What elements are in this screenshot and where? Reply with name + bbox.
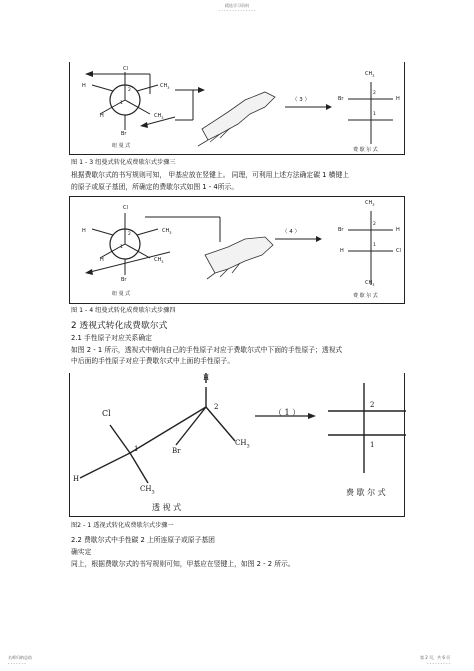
header-title: 精选学习资料: [225, 3, 249, 8]
newman-left-h: H: [82, 83, 86, 89]
persp-top-h: H: [203, 374, 210, 382]
para1-line1: 根据费歇尔式的书写规则可知， 甲基应放在竖键上。 同理，可利用上述方法确定碳 1 横键上: [71, 171, 350, 179]
newman-left-lower-h: H: [100, 113, 104, 119]
fischer2-num-2: 2: [373, 222, 376, 227]
persp-left-h: H: [73, 475, 80, 483]
fischer2-num-1: 1: [373, 243, 376, 248]
section-2-2-line1: 2.2 费歇尔式中手性碳 2 上所连原子或原子基团: [71, 536, 215, 544]
fischer2-top-ch3: $CH_3$: [365, 200, 375, 207]
fischer-top-ch3: $CH_3$: [365, 71, 375, 78]
fischer3-label: 费 歇 尔 式: [346, 488, 386, 497]
persp-cl: Cl: [102, 409, 111, 418]
header-dashes: - - - - - - - - - - - - - -: [218, 8, 256, 13]
page-header: [0, 3, 474, 13]
newman2-num-2: 2: [128, 232, 131, 237]
footer-page-number: 第 2 页，共 6 页: [420, 655, 451, 660]
step-1: （ 1 ）: [274, 408, 301, 417]
para1-line2: 的原子或原子基团，所确定的费歇尔式如图 1 - 4所示。: [71, 183, 239, 191]
fischer3-num-2: 2: [370, 401, 375, 409]
fischer-num-2: 2: [373, 91, 376, 96]
footer-right-dash: - - - - - - - - -: [427, 661, 451, 666]
newman2-bottom-br: Br: [121, 277, 127, 283]
figure-1-3: [69, 62, 405, 155]
persp-num-2: 2: [214, 403, 219, 411]
fischer-num-1: 1: [373, 112, 376, 117]
step-4: （ 4 ）: [282, 229, 300, 235]
persp-label: 透 视 式: [152, 503, 182, 512]
caption-1-3: 图 1 - 3 纽曼式转化成费歇尔式步骤三: [71, 159, 176, 166]
figure-1-4: [69, 196, 405, 304]
fischer3-num-1: 1: [370, 441, 375, 449]
fischer2-right-bottom-cl: Cl: [396, 248, 401, 254]
newman2-left-lower-h: H: [100, 257, 104, 263]
newman2-num-1: 1: [120, 245, 123, 250]
persp-br: Br: [172, 447, 181, 455]
caption-1-4: 图 1 - 4 纽曼式转化成费歇尔式步骤四: [71, 307, 176, 314]
persp-num-1: 1: [134, 445, 139, 453]
section-2-2-line3: 同上，根据费歇尔式的书写规则可知，甲基应在竖键上，如图 2 - 2 所示。: [71, 560, 295, 568]
fischer2-bottom-ch3: $CH_3$: [365, 280, 375, 287]
fischer2-left-top-br: Br: [338, 227, 344, 233]
section-2-2-line2: 确实定: [71, 548, 92, 556]
fischer-right-h: H: [396, 96, 400, 102]
fischer-left-br: Br: [338, 96, 344, 102]
fischer-label: 费 歇 尔 式: [353, 147, 378, 153]
section-2-1-title: 2.1 手性原子对应关系确定: [71, 334, 152, 342]
persp-ch3-bottom: $CH_3$: [140, 485, 155, 496]
step-3: （ 3 ）: [292, 97, 310, 103]
newman-label: 纽 曼 式: [112, 143, 131, 149]
newman-bottom-br: Br: [121, 131, 127, 137]
newman2-left-h: H: [82, 228, 86, 234]
section-2-para-line2: 中后面的手性原子对应于费歇尔式中上面的手性原子。: [71, 357, 235, 365]
newman-right-ch3: $CH_3$: [160, 83, 170, 90]
footer-left-dash: - - - - - - -: [8, 661, 26, 666]
section-2-title: 2 透视式转化成费歇尔式: [71, 321, 168, 331]
footer-left: [8, 655, 32, 666]
fischer2-label: 费 歇 尔 式: [353, 293, 378, 299]
fischer2-left-bottom-h: H: [340, 248, 344, 254]
footer-right: [420, 655, 450, 666]
newman2-label: 纽 曼 式: [112, 291, 131, 297]
footer-left-title: 名师归纳总结: [8, 655, 32, 660]
newman-top-cl: Cl: [123, 66, 128, 72]
caption-2-1: 图2 - 1 透视式转化成费歇尔式步骤一: [71, 522, 174, 529]
persp-ch3-right: $CH_3$: [235, 439, 250, 450]
newman2-right-ch3: $CH_3$: [162, 228, 172, 235]
newman-num-2: 2: [128, 88, 131, 93]
figure-2-1: [69, 373, 405, 517]
fischer2-right-top-h: H: [396, 227, 400, 233]
newman2-right-lower-ch3: $CH_3$: [154, 257, 164, 264]
newman2-top-cl: Cl: [123, 205, 128, 211]
newman-right-lower-ch3: $CH_3$: [154, 113, 164, 120]
newman-num-1: 1: [120, 101, 123, 106]
section-2-para-line1: 如图 2 - 1 所示，透视式中朝向自己的手性原子对应于费歇尔式中下面的手性原子；透视式: [71, 346, 343, 354]
